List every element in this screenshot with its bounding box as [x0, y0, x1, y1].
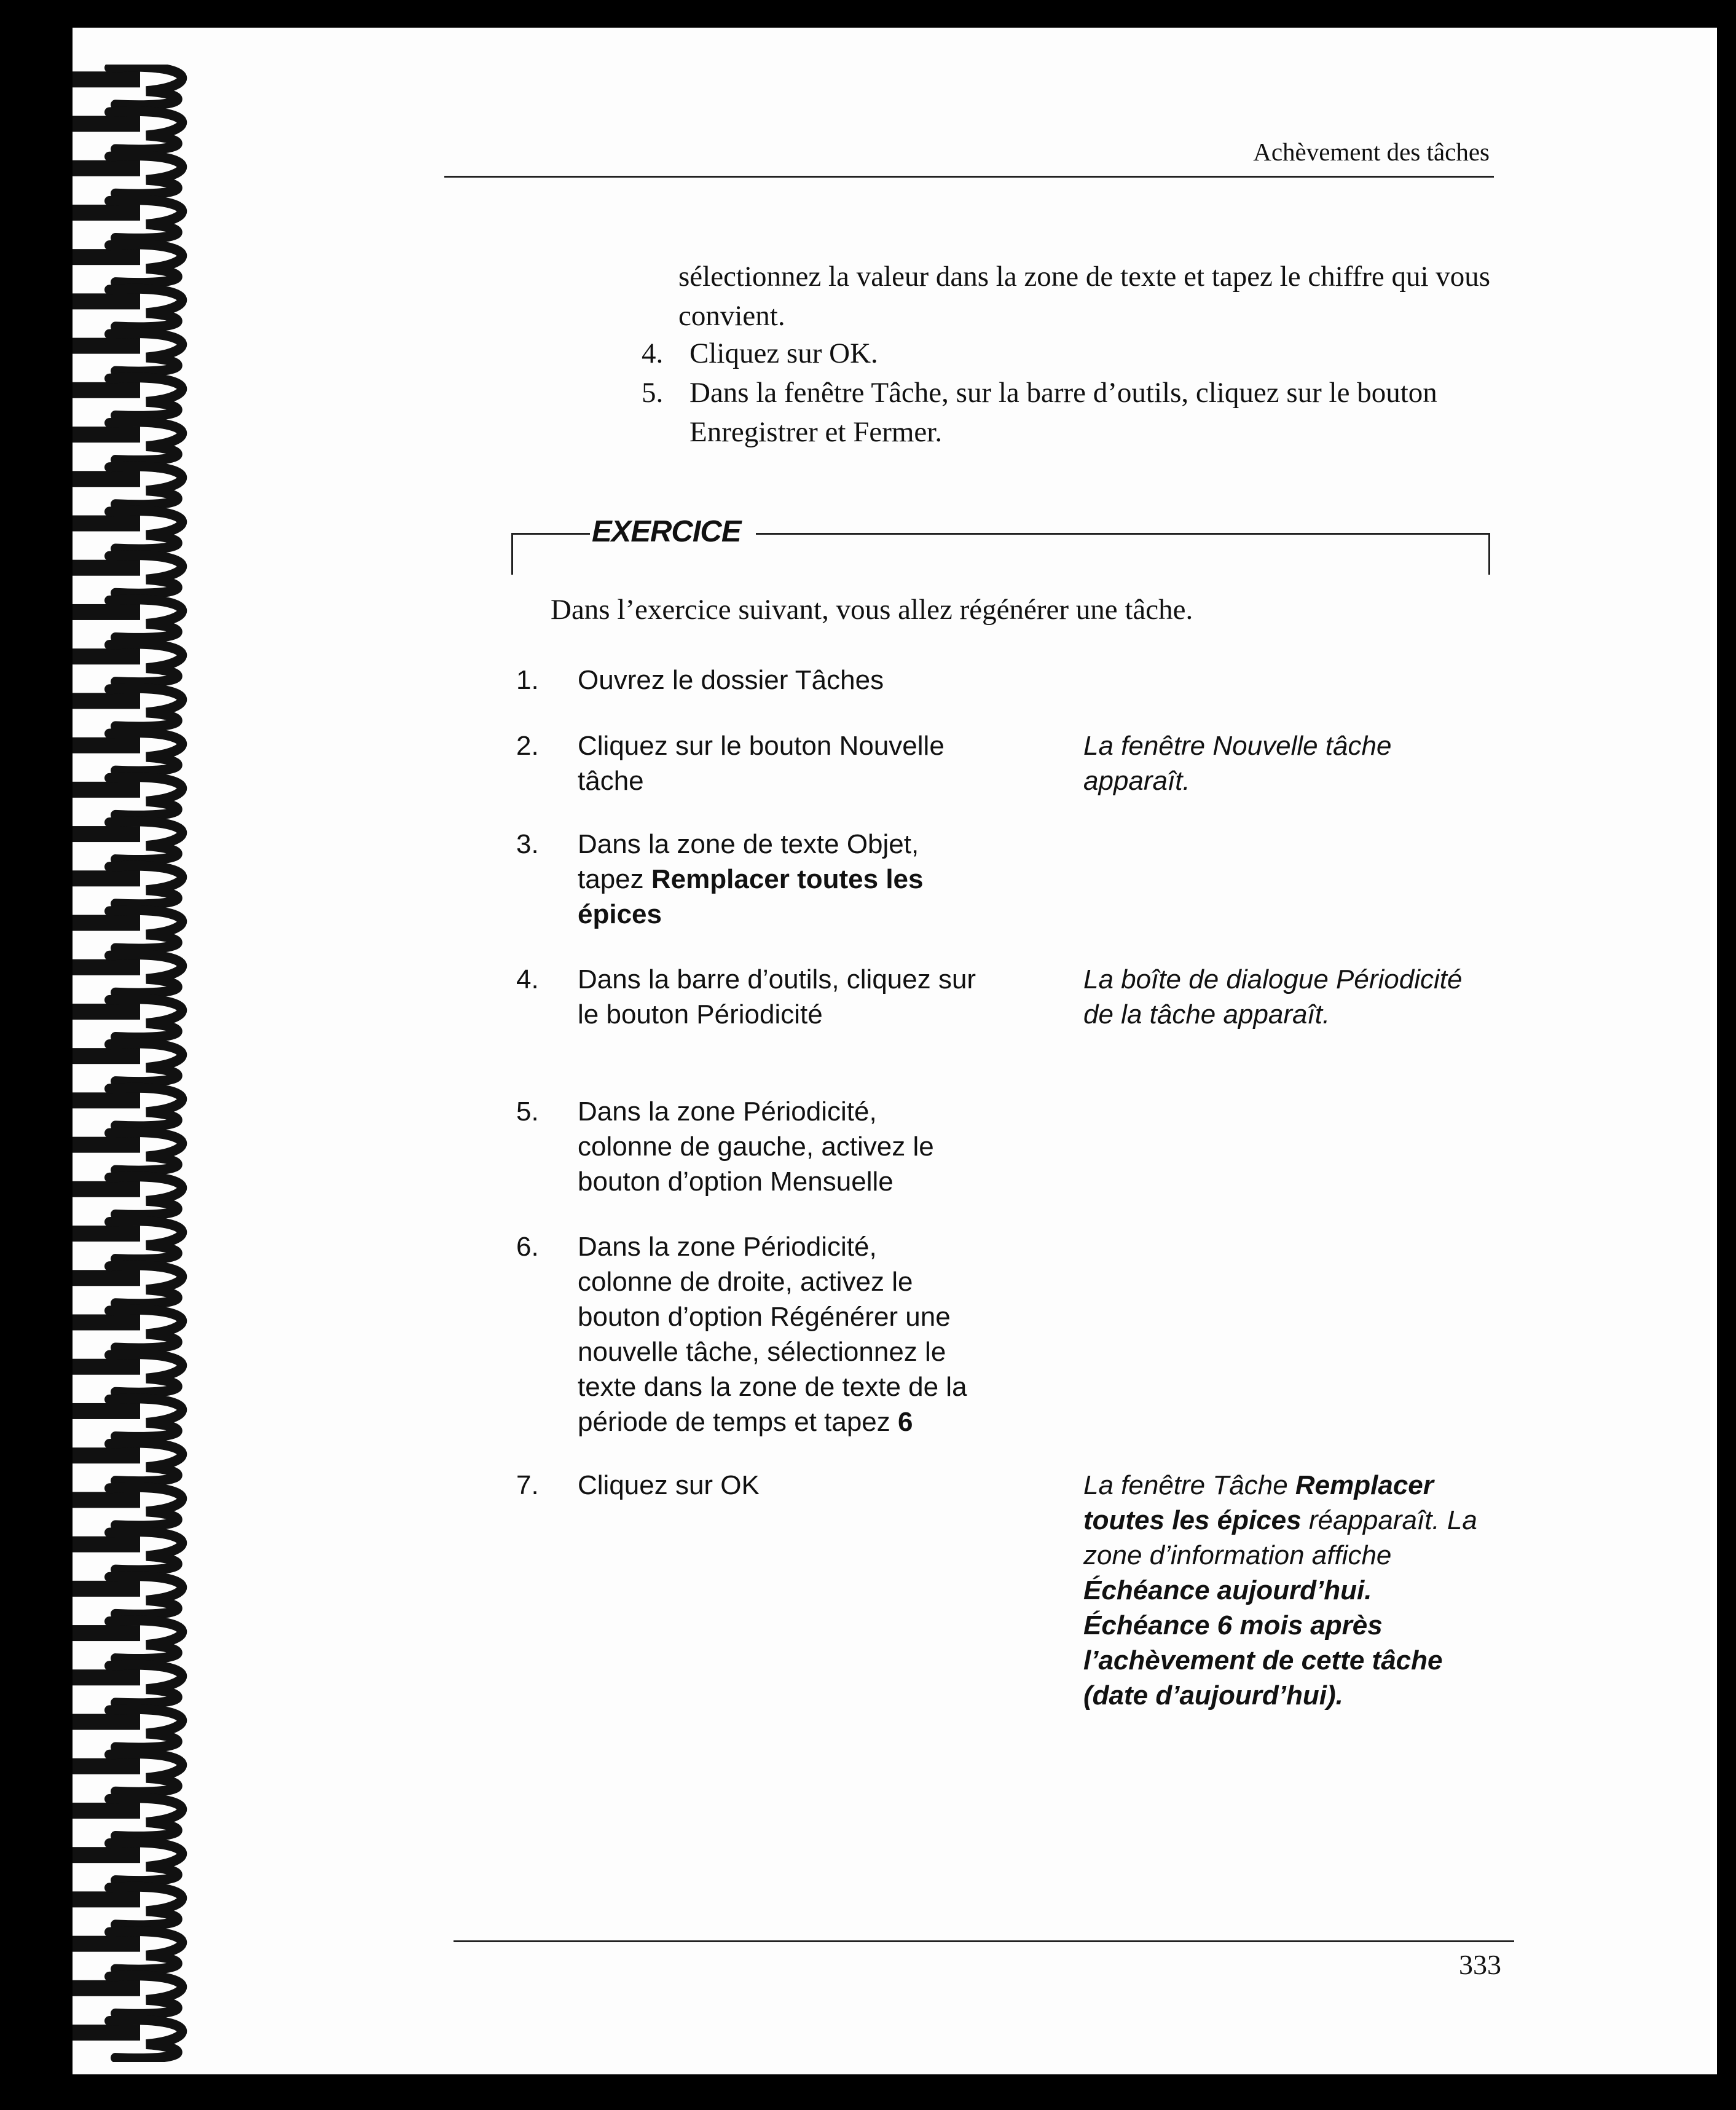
- binding-coil: [73, 111, 182, 150]
- step-number: 6.: [516, 1232, 539, 1262]
- exercise-frame-right: [1488, 533, 1490, 575]
- step-text: Ouvrez le dossier Tâches: [578, 665, 884, 695]
- step-number: 3.: [516, 829, 539, 859]
- binding-coil: [73, 1221, 182, 1259]
- page-number: 333: [1459, 1949, 1501, 1980]
- binding-coil: [73, 155, 182, 194]
- typed-text: Remplacer toutes les épices: [578, 864, 924, 929]
- exercise-intro: Dans l’exercice suivant, vous allez régénérer une tâche.: [551, 594, 1193, 626]
- result-task-name: Remplacer toutes les épices: [1083, 1470, 1434, 1535]
- binding-coil: [73, 1176, 182, 1215]
- binding-coil: [73, 599, 182, 638]
- binding-coil: [73, 1931, 182, 1970]
- binding-coil: [73, 1532, 182, 1570]
- binding-coil: [73, 1709, 182, 1748]
- binding-coil: [73, 466, 182, 505]
- binding-coil: [73, 1044, 182, 1082]
- typed-text: 6: [898, 1407, 913, 1437]
- step-number: 7.: [516, 1470, 539, 1500]
- binding-coil: [73, 200, 182, 238]
- binding-coil: [73, 1088, 182, 1127]
- binding-coil: [73, 422, 182, 460]
- step-text: Cliquez sur le bouton Nouvelle tâche: [578, 731, 945, 796]
- binding-coil: [73, 1798, 182, 1836]
- step-text: Dans la barre d’outils, cliquez sur le bouton Périodicité: [578, 964, 976, 1029]
- step-result: [1083, 1468, 1489, 1713]
- step-text-plain: Dans la zone Périodicité, colonne de droite, activez le bouton d’option Régénérer une nouvelle tâche, sélectionnez le texte dans la zone de texte de la période de temps et tapez: [578, 1232, 967, 1437]
- binding-coil: [73, 67, 182, 106]
- binding-coil: [73, 777, 182, 816]
- exercise-title: EXERCICE: [592, 515, 741, 548]
- binding-coil: [73, 333, 182, 372]
- step-number: 2.: [516, 731, 539, 761]
- running-head: Achèvement des tâches: [1253, 138, 1490, 166]
- binding-coil: [73, 245, 182, 283]
- step-number: 4.: [516, 964, 539, 994]
- step-text-plain: Dans la zone de texte Objet, tapez: [578, 829, 919, 894]
- exercise-frame-top-rule: [756, 533, 1490, 535]
- step-text: [578, 1229, 977, 1439]
- binding-coil: [73, 1310, 182, 1348]
- binding-coil: [73, 1665, 182, 1704]
- binding-coil: [73, 2020, 182, 2058]
- binding-coil: [73, 1576, 182, 1615]
- intro-step-text: Dans la fenêtre Tâche, sur la barre d’outils, cliquez sur le bouton Enregistrer et Fermer.: [689, 377, 1437, 448]
- book-page: [73, 28, 1717, 2074]
- binding-coil: [73, 821, 182, 860]
- binding-coil: [73, 1887, 182, 1926]
- footer-rule: [454, 1940, 1514, 1942]
- binding-coil: [73, 1620, 182, 1659]
- exercise-frame-left: [511, 533, 513, 575]
- step-text: [578, 827, 977, 932]
- binding-coil: [73, 688, 182, 727]
- intro-step-number: 5.: [642, 377, 664, 409]
- binding-coil: [73, 1398, 182, 1437]
- binding-coil: [73, 866, 182, 905]
- intro-continuation: sélectionnez la valeur dans la zone de texte et tapez le chiffre qui vous convient.: [678, 261, 1491, 332]
- step-number: 1.: [516, 665, 539, 695]
- step-text: Cliquez sur OK: [578, 1470, 760, 1500]
- intro-step-number: 4.: [642, 337, 664, 369]
- step-result: La boîte de dialogue Périodicité de la tâche apparaît.: [1083, 964, 1463, 1029]
- result-text: réapparaît. La zone d’information affiche: [1083, 1505, 1477, 1570]
- binding-coil: [73, 644, 182, 683]
- binding-coil: [73, 289, 182, 328]
- binding-coil: [73, 1266, 182, 1304]
- binding-coil: [73, 910, 182, 949]
- binding-coil: [73, 1843, 182, 1881]
- binding-coil: [73, 1754, 182, 1792]
- intro-step-text: Cliquez sur OK.: [689, 337, 878, 369]
- binding-coil: [73, 555, 182, 594]
- binding-coil: [73, 377, 182, 416]
- result-text: La fenêtre Tâche: [1083, 1470, 1295, 1500]
- result-info-text: Échéance aujourd’hui. Échéance 6 mois après l’achèvement de cette tâche (date d’aujourd’hui).: [1083, 1575, 1443, 1710]
- step-result: La fenêtre Nouvelle tâche apparaît.: [1083, 731, 1392, 796]
- binding-coil: [73, 1132, 182, 1171]
- binding-coil: [73, 1354, 182, 1393]
- binding-coil: [73, 733, 182, 771]
- binding-coil: [73, 955, 182, 993]
- binding-coil: [73, 1975, 182, 2014]
- binding-coil: [73, 1487, 182, 1526]
- step-number: 5.: [516, 1096, 539, 1127]
- header-rule: [444, 176, 1494, 178]
- binding-coil: [73, 999, 182, 1037]
- spiral-binding: [73, 65, 226, 2062]
- binding-coil: [73, 1443, 182, 1482]
- binding-coil: [73, 511, 182, 549]
- exercise-frame-top-rule: [511, 533, 590, 535]
- step-text: Dans la zone Périodicité, colonne de gauche, activez le bouton d’option Mensuelle: [578, 1096, 934, 1197]
